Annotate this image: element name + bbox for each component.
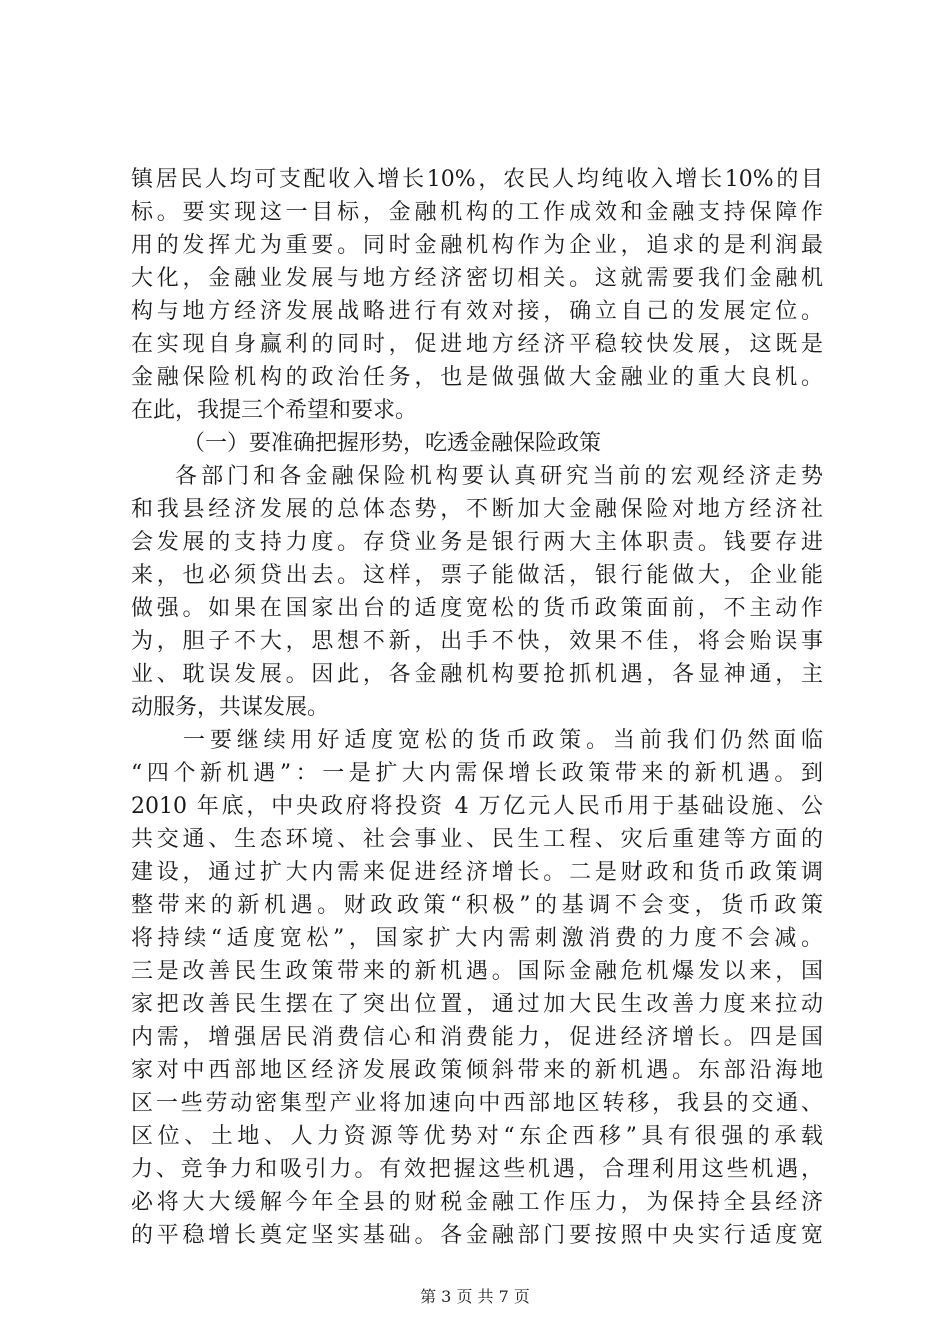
text-line: 用的发挥尤为重要。同时金融机构作为企业，追求的是利润最 xyxy=(131,233,823,258)
text-line: 家对中西部地区经济发展政策倾斜带来的新机遇。东部沿海地 xyxy=(131,1058,823,1083)
text-line: 大化，金融业发展与地方经济密切相关。这就需要我们金融机 xyxy=(131,266,823,291)
text-line: 镇居民人均可支配收入增长10%，农民人均纯收入增长10%的目 xyxy=(131,167,823,192)
text-line: 标。要实现这一目标，金融机构的工作成效和金融支持保障作 xyxy=(131,200,823,225)
text-line: 一要继续用好适度宽松的货币政策。当前我们仍然面临 xyxy=(183,728,823,753)
text-line: 动服务，共谋发展。 xyxy=(131,695,330,720)
text-line: 将持续“适度宽松”，国家扩大内需刺激消费的力度不会减。 xyxy=(131,926,823,951)
text-line: “四个新机遇”：一是扩大内需保增长政策带来的新机遇。到 xyxy=(131,761,823,786)
text-line: 力、竞争力和吸引力。有效把握这些机遇，合理利用这些机遇， xyxy=(131,1157,823,1182)
text-line: 2010 年底，中央政府将投资 4 万亿元人民币用于基础设施、公 xyxy=(131,794,823,819)
text-line: 家把改善民生摆在了突出位置，通过加大民生改善力度来拉动 xyxy=(131,992,823,1017)
text-line: 各部门和各金融保险机构要认真研究当前的宏观经济走势 xyxy=(175,464,823,489)
text-line: 和我县经济发展的总体态势，不断加大金融保险对地方经济社 xyxy=(131,497,823,522)
text-line: 必将大大缓解今年全县的财税金融工作压力，为保持全县经济 xyxy=(131,1190,823,1215)
text-line: 整带来的新机遇。财政政策“积极”的基调不会变，货币政策 xyxy=(131,893,823,918)
text-line: 的平稳增长奠定坚实基础。各金融部门要按照中央实行适度宽 xyxy=(131,1223,823,1248)
text-line: 内需，增强居民消费信心和消费能力，促进经济增长。四是国 xyxy=(131,1025,823,1050)
document-body xyxy=(131,163,823,1252)
text-line: 金融保险机构的政治任务，也是做强做大金融业的重大良机。 xyxy=(131,365,823,390)
text-line: 建设，通过扩大内需来促进经济增长。二是财政和货币政策调 xyxy=(131,860,823,885)
text-line: 在此，我提三个希望和要求。 xyxy=(131,398,418,423)
text-line: 区位、土地、人力资源等优势对“东企西移”具有很强的承载 xyxy=(131,1124,823,1149)
text-line: 会发展的支持力度。存贷业务是银行两大主体职责。钱要存进 xyxy=(131,530,823,555)
text-line: 三是改善民生政策带来的新机遇。国际金融危机爆发以来，国 xyxy=(131,959,823,984)
text-line: 来，也必须贷出去。这样，票子能做活，银行能做大，企业能 xyxy=(131,563,823,588)
text-line: 在实现自身赢利的同时，促进地方经济平稳较快发展，这既是 xyxy=(131,332,823,357)
page-footer: 第 3 页 共 7 页 xyxy=(420,1287,530,1306)
text-line: 共交通、生态环境、社会事业、民生工程、灾后重建等方面的 xyxy=(131,827,823,852)
text-line: 做强。如果在国家出台的适度宽松的货币政策面前，不主动作 xyxy=(131,596,823,621)
text-line: 为，胆子不大，思想不新，出手不快，效果不佳，将会贻误事 xyxy=(131,629,823,654)
text-line: （一）要准确把握形势，吃透金融保险政策 xyxy=(183,431,602,456)
text-line: 构与地方经济发展战略进行有效对接，确立自己的发展定位。 xyxy=(131,299,823,324)
text-line: 区一些劳动密集型产业将加速向中西部地区转移，我县的交通、 xyxy=(131,1091,823,1116)
text-line: 业、耽误发展。因此，各金融机构要抢抓机遇，各显神通，主 xyxy=(131,662,823,687)
